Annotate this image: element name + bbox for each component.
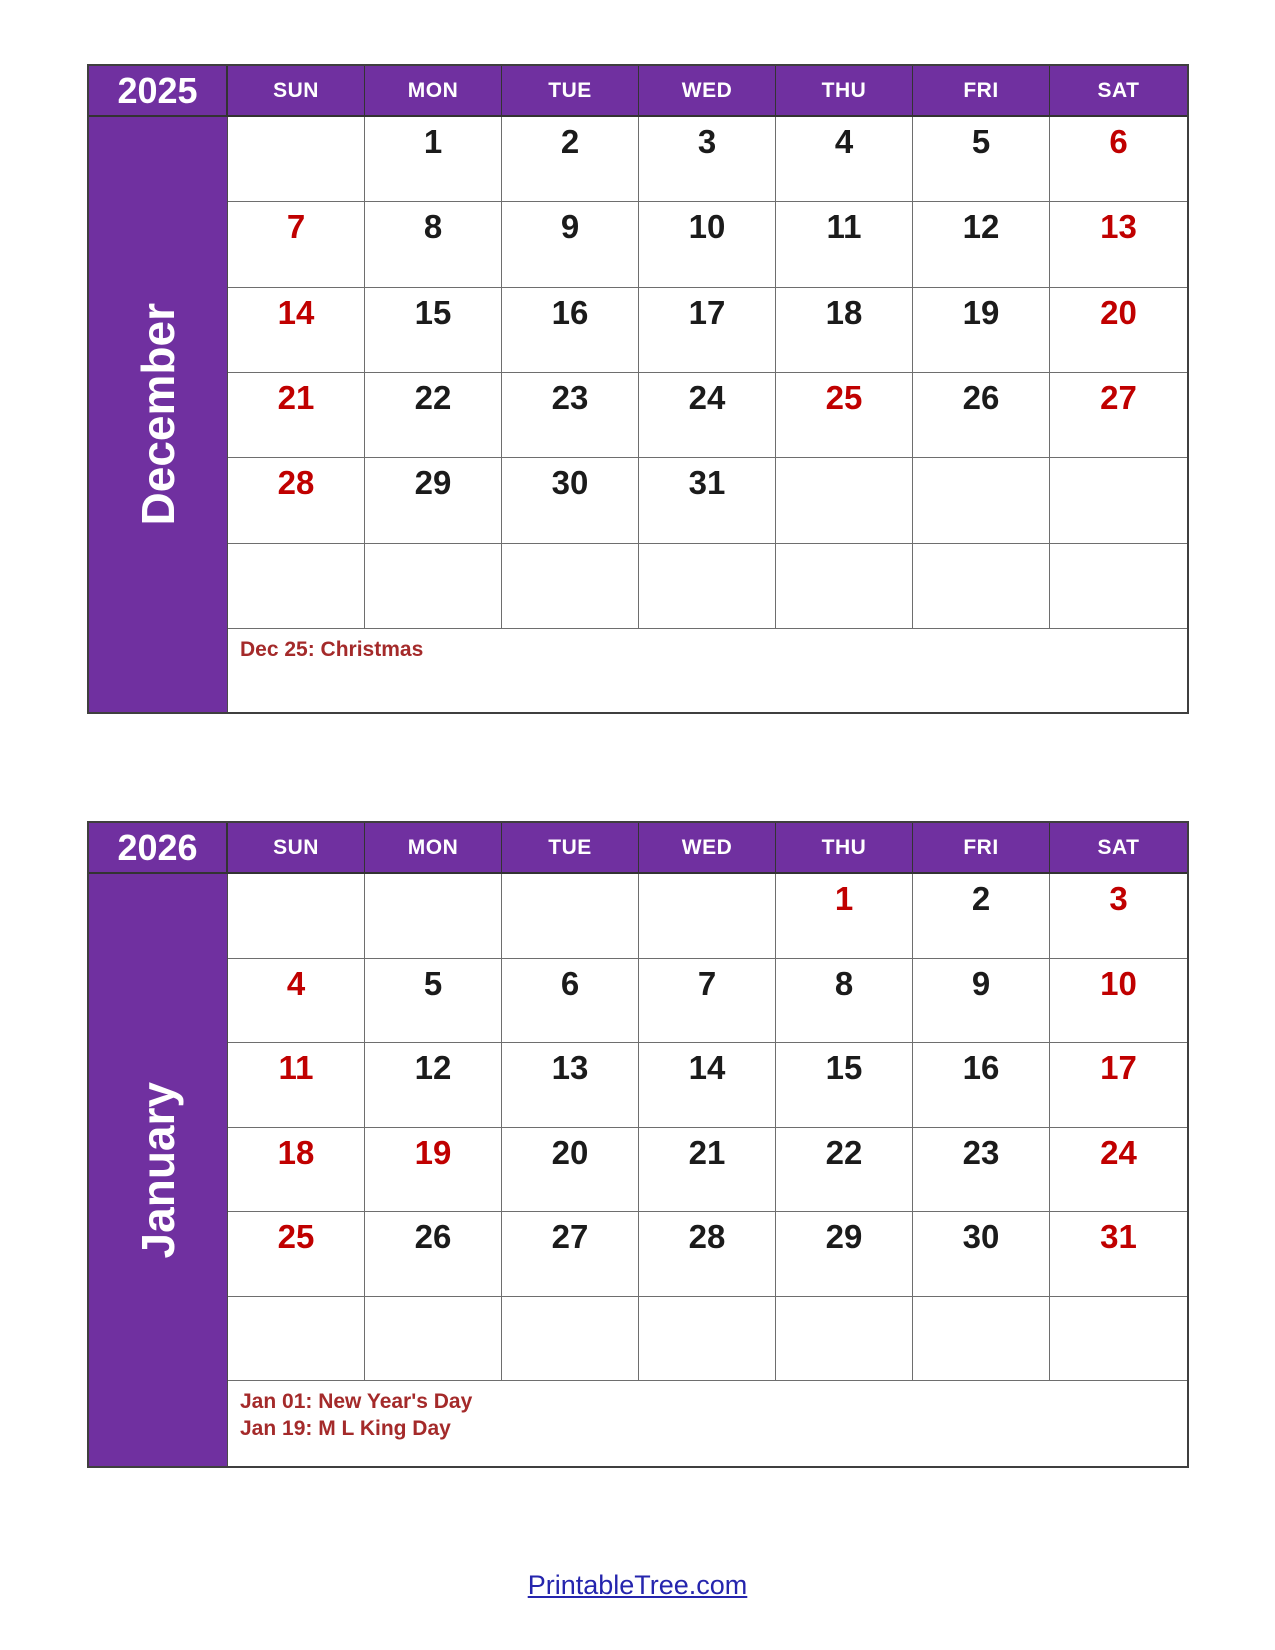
empty-cell [776,1297,913,1382]
weekday-header: SAT [1050,66,1187,117]
empty-cell [639,874,776,959]
date-cell-19: 19 [913,288,1050,373]
empty-cell [228,544,365,629]
date-cell-21: 21 [228,373,365,458]
date-cell-2: 2 [502,117,639,202]
date-cell-31: 31 [639,458,776,543]
month-label: January [132,1081,184,1259]
empty-cell [365,544,502,629]
holiday-note: Jan 01: New Year's Day [240,1390,473,1413]
date-cell-6: 6 [1050,117,1187,202]
date-cell-1: 1 [776,874,913,959]
date-cell-13: 13 [502,1043,639,1128]
weekday-header: WED [639,823,776,874]
date-cell-28: 28 [228,458,365,543]
empty-cell [913,458,1050,543]
date-cell-11: 11 [776,202,913,287]
empty-cell [1050,544,1187,629]
page-footer [0,1570,1275,1601]
date-cell-3: 3 [1050,874,1187,959]
date-cell-29: 29 [365,458,502,543]
empty-cell [228,117,365,202]
date-cell-4: 4 [228,959,365,1044]
weekday-header: SUN [228,66,365,117]
year-label: 2026 [89,823,228,874]
date-cell-12: 12 [365,1043,502,1128]
weekday-header: THU [776,823,913,874]
date-cell-1: 1 [365,117,502,202]
empty-cell [502,544,639,629]
month-sidebar [89,117,228,712]
date-cell-15: 15 [776,1043,913,1128]
date-cell-23: 23 [913,1128,1050,1213]
date-cell-9: 9 [502,202,639,287]
date-cell-26: 26 [913,373,1050,458]
empty-cell [913,1297,1050,1382]
date-cell-22: 22 [365,373,502,458]
date-cell-30: 30 [913,1212,1050,1297]
date-cell-31: 31 [1050,1212,1187,1297]
date-cell-19: 19 [365,1128,502,1213]
date-cell-8: 8 [365,202,502,287]
date-cell-3: 3 [639,117,776,202]
empty-cell [776,458,913,543]
date-cell-5: 5 [365,959,502,1044]
date-cell-26: 26 [365,1212,502,1297]
date-cell-28: 28 [639,1212,776,1297]
weekday-header: MON [365,823,502,874]
date-cell-27: 27 [1050,373,1187,458]
date-cell-17: 17 [639,288,776,373]
date-cell-12: 12 [913,202,1050,287]
date-cell-18: 18 [228,1128,365,1213]
date-cell-13: 13 [1050,202,1187,287]
date-cell-7: 7 [228,202,365,287]
date-cell-16: 16 [502,288,639,373]
date-cell-22: 22 [776,1128,913,1213]
date-cell-7: 7 [639,959,776,1044]
date-cell-29: 29 [776,1212,913,1297]
date-cell-30: 30 [502,458,639,543]
weekday-header: TUE [502,823,639,874]
date-cell-21: 21 [639,1128,776,1213]
weekday-header: FRI [913,66,1050,117]
month-label: December [132,303,184,526]
empty-cell [639,1297,776,1382]
year-label: 2025 [89,66,228,117]
date-cell-16: 16 [913,1043,1050,1128]
holiday-notes [228,629,1187,712]
calendar-january-2026 [87,821,1189,1468]
date-cell-10: 10 [1050,959,1187,1044]
date-cell-25: 25 [228,1212,365,1297]
holiday-notes [228,1381,1187,1466]
empty-cell [1050,1297,1187,1382]
weekday-header: MON [365,66,502,117]
empty-cell [639,544,776,629]
date-cell-27: 27 [502,1212,639,1297]
weekday-header: THU [776,66,913,117]
printabletree-link[interactable]: PrintableTree.com [527,1570,748,1600]
date-cell-14: 14 [639,1043,776,1128]
date-cell-17: 17 [1050,1043,1187,1128]
date-cell-5: 5 [913,117,1050,202]
date-cell-24: 24 [639,373,776,458]
date-cell-24: 24 [1050,1128,1187,1213]
date-cell-23: 23 [502,373,639,458]
empty-cell [365,874,502,959]
date-cell-20: 20 [502,1128,639,1213]
date-cell-25: 25 [776,373,913,458]
holiday-note: Dec 25: Christmas [240,638,424,661]
date-cell-11: 11 [228,1043,365,1128]
weekday-header: FRI [913,823,1050,874]
date-cell-20: 20 [1050,288,1187,373]
empty-cell [502,1297,639,1382]
date-cell-15: 15 [365,288,502,373]
calendar-december-2025 [87,64,1189,714]
weekday-header: SUN [228,823,365,874]
date-cell-10: 10 [639,202,776,287]
date-cell-18: 18 [776,288,913,373]
weekday-header: WED [639,66,776,117]
date-cell-2: 2 [913,874,1050,959]
empty-cell [1050,458,1187,543]
weekday-header: SAT [1050,823,1187,874]
month-sidebar [89,874,228,1466]
date-cell-6: 6 [502,959,639,1044]
empty-cell [228,1297,365,1382]
date-cell-8: 8 [776,959,913,1044]
date-cell-14: 14 [228,288,365,373]
empty-cell [776,544,913,629]
date-cell-9: 9 [913,959,1050,1044]
weekday-header: TUE [502,66,639,117]
empty-cell [913,544,1050,629]
empty-cell [365,1297,502,1382]
date-cell-4: 4 [776,117,913,202]
empty-cell [502,874,639,959]
empty-cell [228,874,365,959]
holiday-note: Jan 19: M L King Day [240,1417,451,1441]
